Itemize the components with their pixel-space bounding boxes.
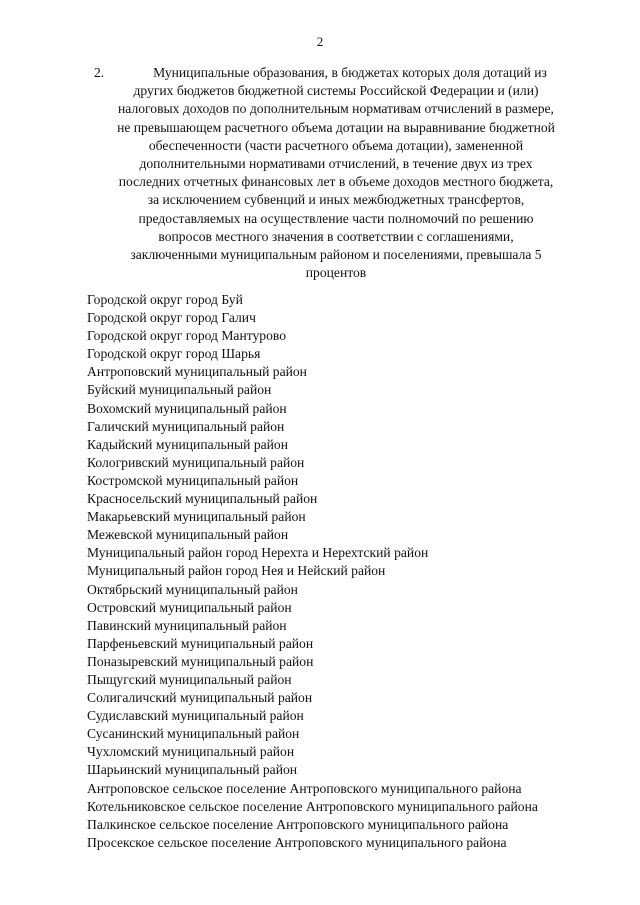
municipality-item: Муниципальный район город Нея и Нейский район xyxy=(87,563,386,579)
section-heading-line: вопросов местного значения в соответствии с соглашениями, xyxy=(158,228,514,244)
section-heading-line: за исключением субвенций и иных межбюджетных трансфертов, xyxy=(147,192,525,208)
section-heading-line: дополнительными нормативами отчислений, в течение двух из трех xyxy=(139,156,533,172)
municipality-item: Октябрьский муниципальный район xyxy=(87,581,298,597)
section-heading-line: обеспеченности (части расчетного объема дотации), замененной xyxy=(148,137,524,153)
municipality-item: Красносельский муниципальный район xyxy=(87,491,318,507)
municipality-list xyxy=(87,291,587,852)
municipality-item: Солигаличский муниципальный район xyxy=(87,690,313,706)
section-heading-line: процентов xyxy=(305,265,367,281)
municipality-item: Павинский муниципальный район xyxy=(87,617,287,633)
section-number: 2. xyxy=(94,65,105,80)
municipality-item: Галичский муниципальный район xyxy=(87,418,285,434)
municipality-item: Парфеньевский муниципальный район xyxy=(87,635,314,651)
municipality-item: Муниципальный район город Нерехта и Нерехтский район xyxy=(87,545,429,561)
municipality-item: Просекское сельское поселение Антроповского муниципального района xyxy=(87,834,507,850)
municipality-item: Вохомский муниципальный район xyxy=(87,400,287,416)
municipality-item: Пыщугский муниципальный район xyxy=(87,671,292,687)
section-heading-line: заключенными муниципальным районом и поселениями, превышала 5 xyxy=(130,247,542,263)
municipality-item: Городской округ город Буй xyxy=(87,292,243,307)
municipality-item: Антроповский муниципальный район xyxy=(87,364,307,380)
municipality-item: Кадыйский муниципальный район xyxy=(87,436,288,452)
section-heading-line: последних отчетных финансовых лет в объеме доходов местного бюджета, xyxy=(118,174,554,190)
section-heading-line: предоставляемых на осуществление части полномочий по решению xyxy=(138,210,534,226)
municipality-item: Котельниковское сельское поселение Антроповского муниципального района xyxy=(87,798,538,814)
section-heading-first-line: Муниципальные образования, в бюджетах которых доля дотаций из xyxy=(153,65,547,80)
municipality-item: Межевской муниципальный район xyxy=(87,527,289,543)
municipality-item: Антроповское сельское поселение Антроповского муниципального района xyxy=(87,780,522,796)
section-heading xyxy=(88,64,584,282)
municipality-item: Буйский муниципальный район xyxy=(87,382,272,398)
section-heading-line: налоговых доходов по дополнительным нормативам отчислений в размере, xyxy=(118,101,554,117)
municipality-item: Поназыревский муниципальный район xyxy=(87,653,314,669)
municipality-item: Чухломский муниципальный район xyxy=(87,744,295,760)
municipality-item: Шарьинский муниципальный район xyxy=(87,762,298,778)
municipality-item: Островский муниципальный район xyxy=(87,599,292,615)
municipality-item: Кологривский муниципальный район xyxy=(87,454,305,470)
municipality-item: Городской округ город Галич xyxy=(87,310,256,326)
section-heading-body xyxy=(88,82,584,282)
municipality-item: Городской округ город Мантурово xyxy=(87,328,287,344)
municipality-item: Городской округ город Шарья xyxy=(87,346,261,362)
municipality-item: Костромской муниципальный район xyxy=(87,472,299,488)
municipality-item: Палкинское сельское поселение Антроповского муниципального района xyxy=(87,816,509,832)
page-number: 2 xyxy=(316,34,324,49)
section-heading-line: других бюджетов бюджетной системы Российской Федерации и (или) xyxy=(133,83,539,99)
section-heading-line: не превышающем расчетного объема дотации на выравнивание бюджетной xyxy=(117,119,555,135)
municipality-item: Макарьевский муниципальный район xyxy=(87,509,306,525)
municipality-item: Судиславский муниципальный район xyxy=(87,708,304,724)
municipality-item: Сусанинский муниципальный район xyxy=(87,726,300,742)
